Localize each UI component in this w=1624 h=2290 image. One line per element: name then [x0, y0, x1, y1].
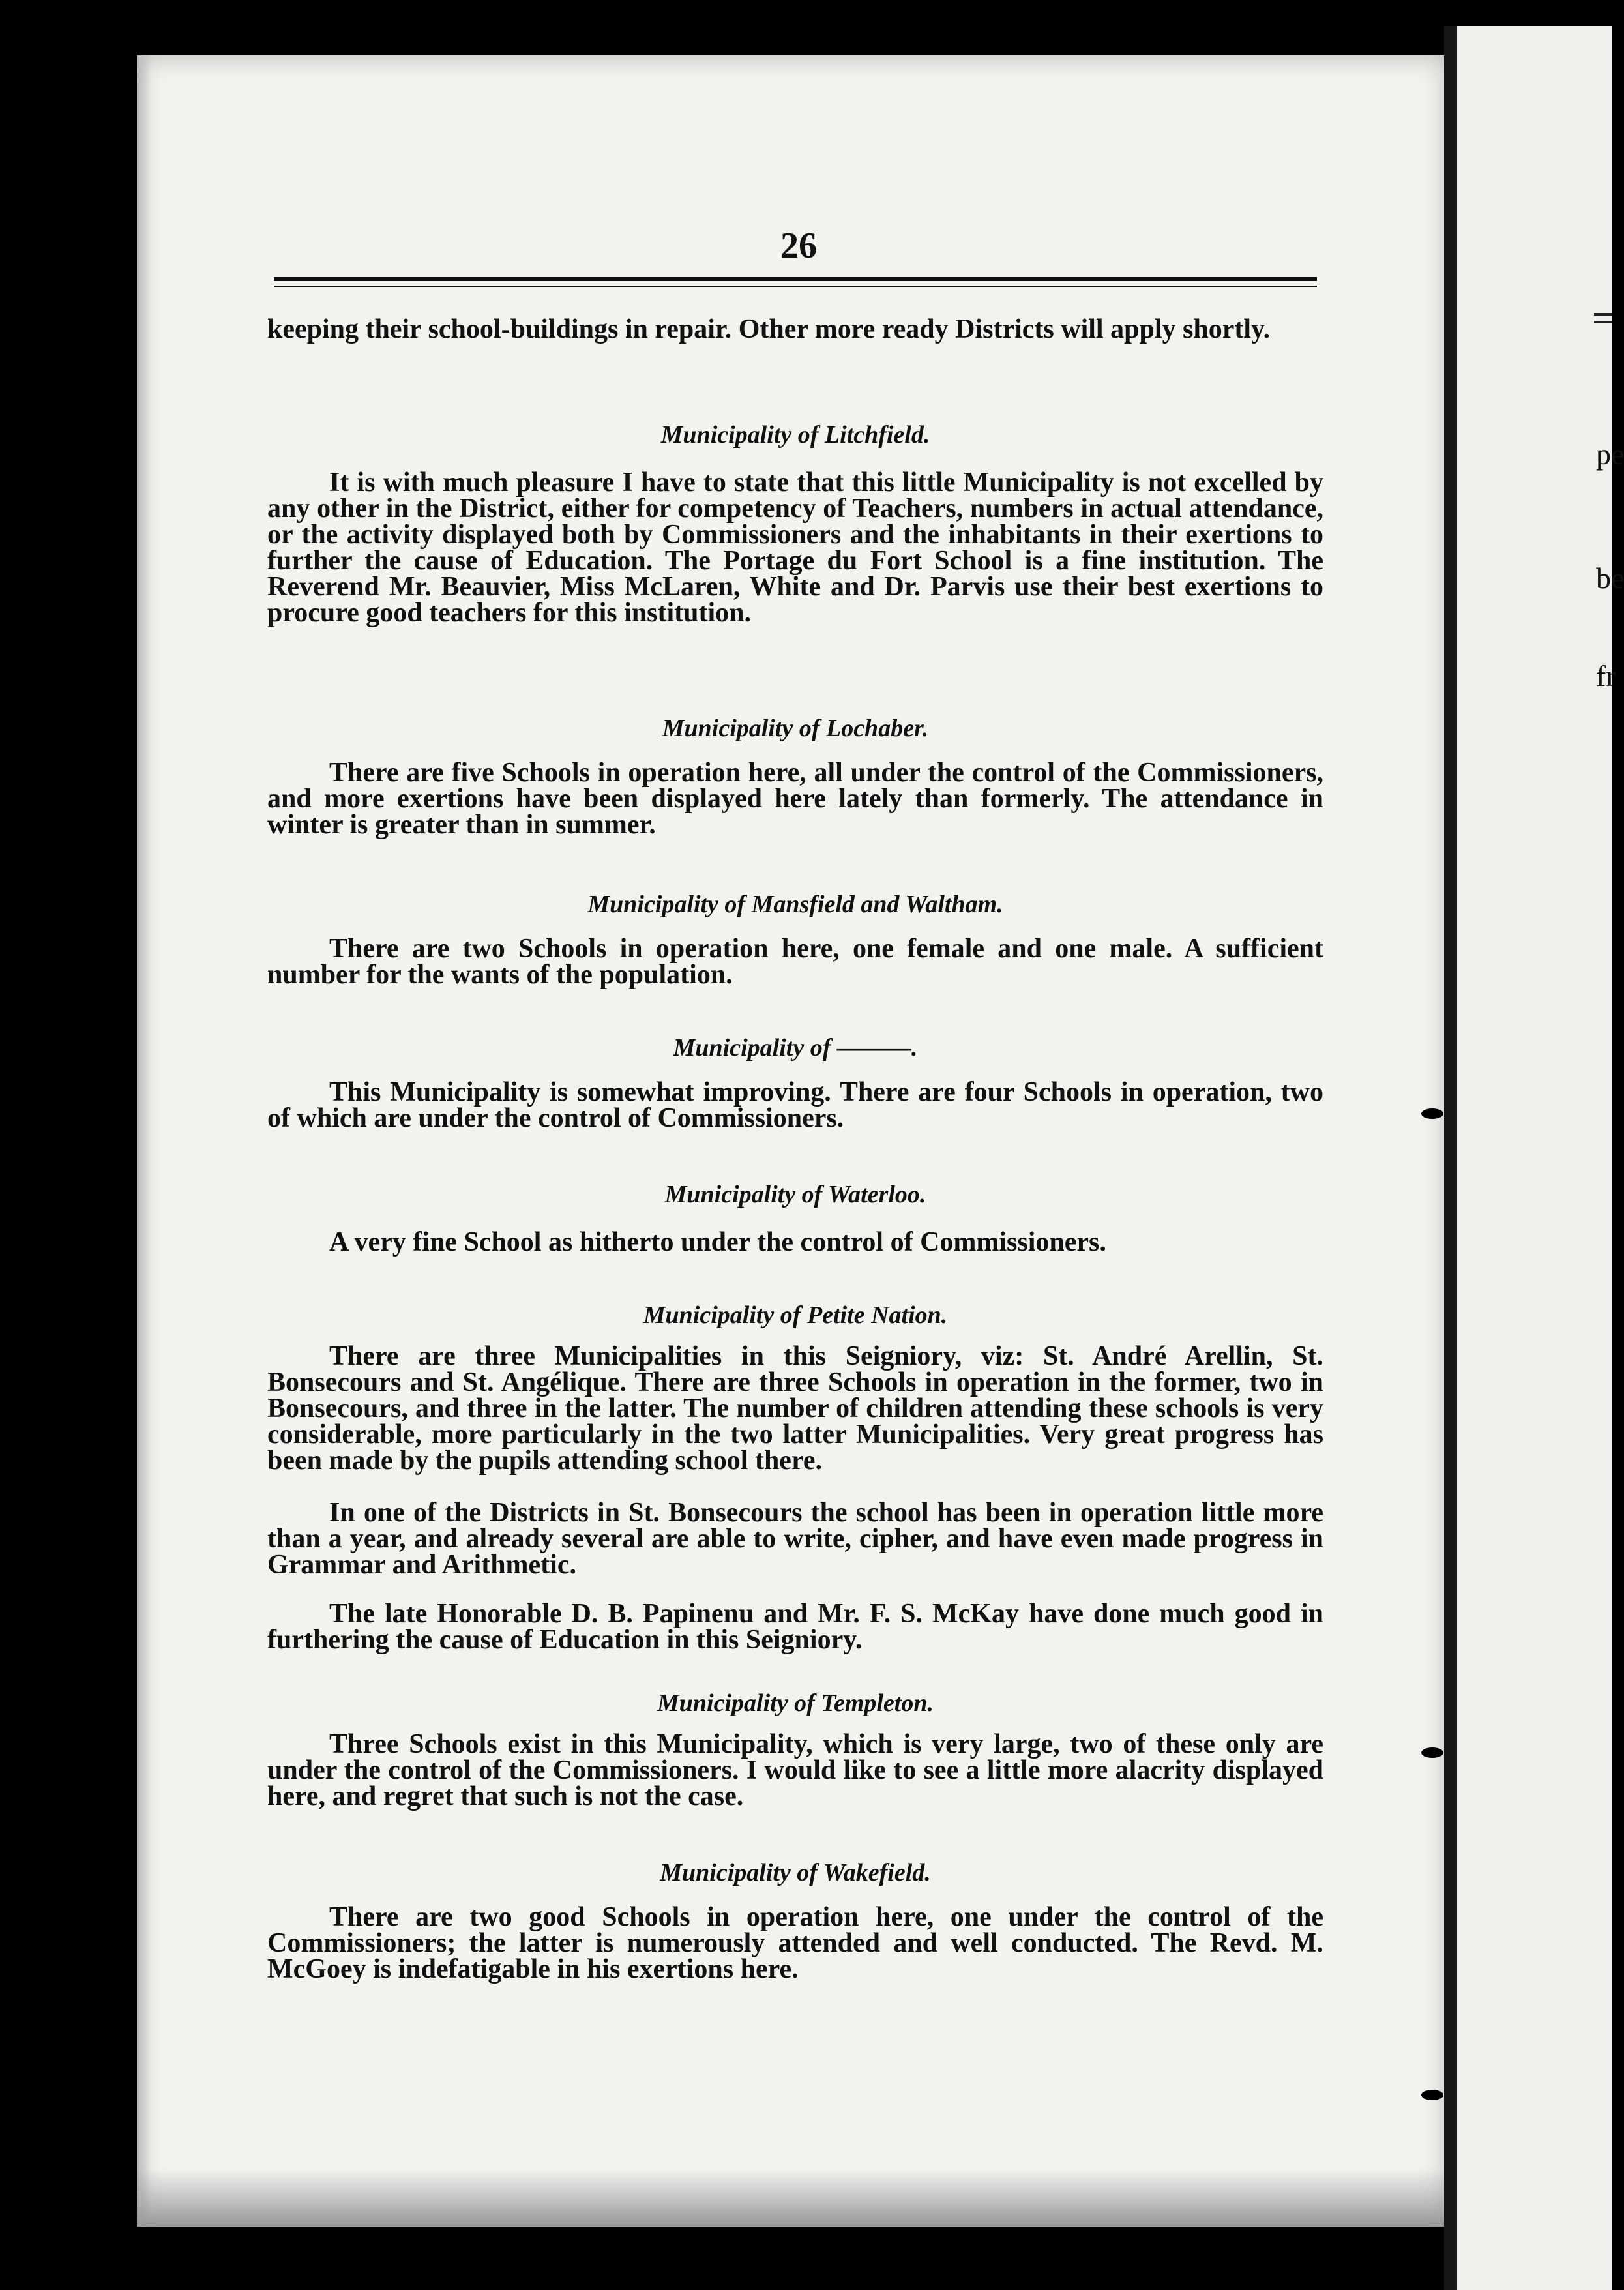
paragraph-litchfield: It is with much pleasure I have to state that this little Municipality is not excelled by any other in the District, either for competency of Teachers, numbers in actual attendance, or the activity displayed both by Commissioners and the inhabitants in their exertions to further the cause of Education. The Portage du Fort School is a fine institution. The Reverend Mr. Beauvier, Miss McLaren, White and Dr. Parvis use their best exertions to procure good teachers for this institution.	[267, 468, 1323, 628]
facing-page-fragment: be	[1596, 561, 1624, 595]
section-heading-wakefield: Municipality of Wakefield.	[660, 1859, 931, 1886]
section-heading-lochaber: Municipality of Lochaber.	[662, 715, 929, 742]
paragraph-lochaber: There are five Schools in operation here, all under the control of the Commissioners, and more exertions have been displayed here lately than formerly. The attendance in winter is greater than in summer.	[267, 758, 1323, 840]
section-heading-petite-nation: Municipality of Petite Nation.	[643, 1301, 948, 1329]
paragraph-waterloo: A very fine School as hitherto under the control of Commissioners.	[329, 1227, 1106, 1257]
section-heading-unnamed: Municipality of ———.	[673, 1034, 918, 1062]
facing-page-fragment: pe	[1596, 438, 1624, 471]
paragraph-wakefield: There are two good Schools in operation here, one under the control of the Commissioners; the latter is numerously attended and well conducted. The Revd. M. McGoey is indefatigable in his exertions here.	[267, 1902, 1323, 1984]
paragraph-templeton: Three Schools exist in this Municipality, which is very large, two of these only are under the control of the Commissioners. I would like to see a little more alacrity displayed here, and regret that such is not the case.	[267, 1729, 1323, 1811]
section-heading-litchfield: Municipality of Litchfield.	[660, 421, 930, 449]
binding-gutter	[1444, 26, 1457, 2290]
section-heading-templeton: Municipality of Templeton.	[657, 1689, 934, 1717]
paragraph-petite-nation-1: There are three Municipalities in this Seigniory, viz: St. André Arellin, St. Bonsecours and St. Angélique. There are three Schools in operation in the former, two in Bonsecours, and three in the latter. The number of children attending these schools is very considerable, more particularly in the two latter Municipalities. Very great progress has been made by the pupils attending school there.	[267, 1341, 1323, 1476]
paragraph-mansfield-waltham: There are two Schools in operation here, one female and one male. A sufficient number for the wants of the population.	[267, 934, 1323, 990]
paragraph-petite-nation-2: In one of the Districts in St. Bonsecours the school has been in operation little more than a year, and already several are able to write, cipher, and have even made progress in Grammar and Arithmetic.	[267, 1498, 1323, 1580]
page-shadow-left	[137, 55, 151, 2227]
gutter-mark	[1421, 2090, 1443, 2100]
header-rule	[274, 286, 1317, 287]
facing-page-rule	[1594, 313, 1612, 316]
paragraph-unnamed: This Municipality is somewhat improving. There are four Schools in operation, two of which are under the control of Commissioners.	[267, 1077, 1323, 1133]
facing-page-rule	[1594, 321, 1612, 323]
paragraph-petite-nation-3: The late Honorable D. B. Papinenu and Mr. F. S. McKay have done much good in furthering the cause of Education in this Seigniory.	[267, 1599, 1323, 1655]
facing-page	[1457, 26, 1612, 2290]
document-page	[137, 55, 1447, 2227]
facing-page-fragment: fr	[1596, 659, 1616, 692]
continuation-paragraph: keeping their school-buildings in repair. Other more ready Districts will apply shortly.	[267, 314, 1271, 344]
section-heading-waterloo: Municipality of Waterloo.	[664, 1181, 926, 1208]
gutter-mark	[1421, 1108, 1443, 1119]
header-rule	[274, 277, 1317, 281]
section-heading-mansfield-waltham: Municipality of Mansfield and Waltham.	[587, 891, 1003, 918]
page-number: 26	[780, 226, 817, 266]
gutter-mark	[1421, 1747, 1443, 1758]
page-shadow-bottom	[137, 2168, 1447, 2227]
